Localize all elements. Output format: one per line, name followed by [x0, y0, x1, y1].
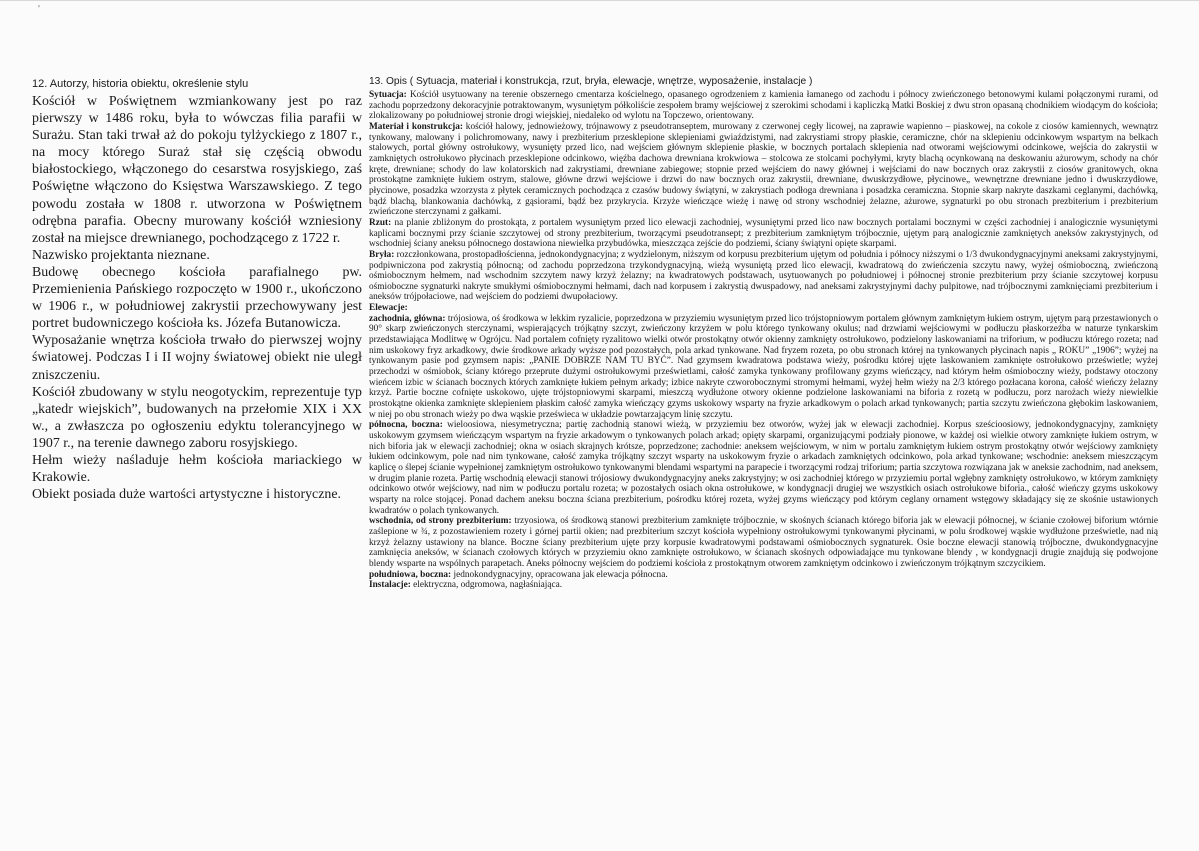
history-paragraph: Kościół w Poświętnem wzmiankowany jest po raz pierwszy w 1486 roku, była to wówczas filia parafii w Surażu. Stan taki trwał aż do pokoju tylżyckiego z 1807 r., na mocy którego Suraż stał się częścią obwodu białostockiego, włączonego do cesarstwa rosyjskiego, zaś Poświętne włączono do Księstwa Warszawskiego. Z tego powodu została w 1808 r. utworzona w Poświętnem odrębna parafia. Obecny murowany kościół wzniesiony został na miejsce drewnianego, pochodzącego z 1722 r. [32, 94, 362, 246]
page-mark: ' [38, 4, 40, 15]
section-12-body [32, 93, 362, 503]
tower-helmet-paragraph: Hełm wieży naśladuje hełm kościoła mariackiego w Krakowie. [32, 452, 362, 486]
section-13-body [369, 90, 1158, 591]
scan-edge-line [0, 0, 1199, 1]
furnishing-paragraph: Wyposażanie wnętrza kościoła trwało do pierwszej wojny światowej. Podczas I i II wojny światowej obiekt nie uległ zniszczeniu. [32, 333, 362, 383]
wschodnia-label: wschodnia, od strony prezbiterium: [369, 516, 512, 527]
sytuacja-paragraph [369, 90, 1158, 122]
zachodnia-paragraph [369, 314, 1158, 421]
poludniowa-paragraph [369, 570, 1158, 581]
instalacje-text: elektryczna, odgromowa, nagłaśniająca. [410, 580, 563, 591]
sytuacja-text: Kościół usytuowany na terenie obszernego cmentarza kościelnego, opasanego ogrodzeniem z kamienia łamanego od zachodu i północy zwieńczonego betonowymi kulami połączonymi rurami, od zachodu poprzedzony dekoracyjnie potraktowanym, wysuniętym półkoliście zespołem bramy wejściowej z szerokimi schodami i kapliczką Matki Boskiej z dwu stron opasaną chodnikiem wiodącym do kościoła; zlokalizowany po południowej stronie drogi wiejskiej, niedaleko od wylotu na Topczewo, orientowany. [369, 90, 1158, 122]
bryla-paragraph [369, 250, 1158, 303]
poludniowa-text: jednokondygnacyjny, opracowana jak elewacja północna. [451, 569, 668, 580]
rzut-text: na planie zbliżonym do prostokąta, z portalem wysuniętym przed lico elewacji zachodniej, wysuniętymi przed lico naw bocznych portalami bocznymi w części zachodniej i analogicznie wysuniętymi kaplicami bocznymi przy ścianie szczytowej od strony prezbiterium, tworzącymi pseudotransept; z prezbiterium zamkniętym trójbocznie, ujętym parą analogicznie zamkniętych aneksów zakrystyjnych, od wschodniej ściany aneksu północnego dostawiona niewielka przybudówka, mieszcząca zejście do podziemi, ściany świątyni opięte skarpami. [369, 217, 1158, 250]
section-12-heading: 12. Autorzy, historia obiektu, określenie stylu [32, 78, 249, 90]
architect-paragraph: Nazwisko projektanta nieznane. [32, 247, 210, 263]
material-paragraph [369, 122, 1158, 218]
section-12 [32, 78, 362, 503]
bryla-text: rozczłonkowana, prostopadłościenna, jednokondygnacyjna; z wydzielonym, niższym od korpusu prezbiterium ujętym od południa i północy niższymi o 1/3 dwukondygnacyjnymi aneksami zakrystyjnymi, podpiwniczona pod zakrystią północną; od zachodu poprzedzona trzykondygnacyjną, wieżą wysuniętą przed lico elewacji, kwadratową do zwieńczenia szczytu nawy, wyżej ośmioboczną, zwieńczoną ośmiobocznym hełmem, nad wschodnim szczytem nawy krzyż żelazny; na kwadratowych podstawach, usytuowanych po południowej i północnej stronie prezbiterium przy ścianie szczytowej korpusu ośmioboczne sygnaturki nakryte smukłymi ośmiobocznymi hełmami, dach nad korpusem i zakrystią dwuspadowy, nad aneksami zakrystyjnymi dachy pulpitowe, nad trójbocznymi zamknięciami prezbiterium i aneksów trójpołaciowe, nad wejściem do podziemi dwupołaciowy. [369, 249, 1158, 303]
material-text: kościół halowy, jednowieżowy, trójnawowy z pseudotranseptem, murowany z czerwonej cegły licowej, na zaprawie wapienno – piaskowej, na cokole z ciosów kamiennych, wewnątrz tynkowany, malowany i polichromowany, nawy i prezbiterium przesklepione sklepieniami gwiaździstymi, nad zakrystiami stropy płaskie, ceramiczne, chór na sklepieniu odcinkowym wspartym na belkach stalowych, portal główny ostrołukowy, wysunięty przed lico, nad wejściem głównym sklepienie płaskie, w bocznych portalach sklepienia nad otworami wejściowymi odcinkowe, wejścia do zakrystii w zamkniętych ostrołukowo płycinach przesklepione odcinkowo, więźba dachowa drewniana krokwiowa – stolcowa ze stolcami pochyłymi, kryty blachą ocynkowaną na deskowaniu ażurowym, schody na chór kręte, drewniane; schody do law kolatorskich nad zakrystiami, drewniane zabiegowe; stopnie przed wejściem do nawy głównej i wejściami do naw bocznych oraz zakrystii z ciosów granitowych, okna prostokątne zamknięte łukiem ostrym, stalowe, główne drzwi wejściowe i drzwi do naw bocznych oraz zakrystii, drewniane, dwuskrzydłowe, płycinowe„ wewnętrzne drewniane jedno i dwuskrzydłowe, płycinowe, posadzka wzorzysta z płytek ceramicznych pochodząca z czasów budowy świątyni, w zakrystiach podłoga drewniana i posadzka ceramiczna. Stopnie skarp nakryte daszkami ceglanymi, dachówką, bądź blachą, blankowania dachówką, z gąsiorami, bądź bez przykrycia. Krzyże wieńczące wieżę i nawę od strony wschodniej żelazne, ażurowe, sygnaturki po obu stronach prezbiterium i prezbiterium zwieńczone sterczynami z gałkami. [369, 121, 1158, 218]
bryla-label: Bryła: [369, 249, 395, 260]
section-13 [369, 76, 1158, 591]
zachodnia-label: zachodnia, główna: [369, 313, 446, 324]
wschodnia-text: trzyosiowa, oś środkową stanowi prezbiterium zamknięte trójbocznie, w skośnych ścianach którego biforia jak w elewacji północnej, w ścianie czołowej biforium wtórnie zaślepione w ¾, z pozostawieniem rozety i górnej partii okien; nad prezbiterium szczyt kościoła wypełniony ostrołukowymi tynkowanymi płycinami, w polu środkowej wąskie wydłużone prześwietle, nad nią krzyż żelazny ustawiony na blance. Boczne ściany prezbiterium ujęte przy korpusie kwadratowymi podstawami ośmiobocznych sygnaturek. Osie boczne elewacji stanowią trójboczne, dwukondygnacyjne zamknięcia aneksów, w ścianach czołowych których w przyziemiu okno zamknięte ostrołukowo, w ścianach skośnych odpowiadające mu tynkowane blendy , w kondygnacji drugie znajdują się podwojone blendy wsparte na wspólnych parapetach. Aneks północny wejściem do podziemi kościoła z prostokątnym otworem zamkniętym odcinkowo i zwieńczonym trójkątnym szczycikiem. [369, 516, 1158, 569]
zachodnia-text: trójosiowa, oś środkowa w lekkim ryzalicie, poprzedzona w przyziemiu wysuniętym przed lico trójstopniowym portalem głównym zamkniętym łukiem ostrym, ujętym parą przestawionych o 90° skarp zwieńczonych sterczynami, wspierających trójkątny szczyt, zwieńczony krzyżem w polu którego tynkowany okulus; nad drzwiami wejściowymi w podłuczu płaskorzeźba w naturze tynkarskim przedstawiająca Modlitwę w Ogrójcu. Nad portalem cofnięty ryzalitowo wielki otwór prostokątny otwór okienny zamknięty ostrołukowo, podzielony laskowaniami na triforium, w podłuczu którego rozeta; nad nim uskokowy fryz arkadkowy, dwie środkowe arkady wyższe pod pozostałych, pola arkad tynkowane. Nad fryzem rozeta, po obu stronach której na tynkowanych płycinach napis „ ROKU” „1906”; wyżej na tynkowanym pasie pod gzymsem napis: „PANIE DOBRZE NAM TU BYĆ”. Nad gzymsem kwadratowa podstawa wieży, pośrodku której ujęte laskowaniem zamknięte ostrołukowo prześwietle; wyżej przechodzi w ośmiobok, ściany którego przeprute dużymi ostrołukowymi prześwietlami, całość zamyka tynkowany profilowany gzyms wieńczący, nad którym hełm ośmioboczny wieży, podstawy otoczony wieńcem izbic w ścianach bocznych których zamknięte łukiem pełnym arkady; izbice nakryte czworobocznymi stromymi hełmami, wyżej hełm wieży na 2/3 którego pozłacana korona, całość wieńczy żelazny krzyż. Partie boczne cofnięte uskokowo, ujęte trójstopniowymi skarpami, mieszczą wydłużone otwory okienne podzielone laskowaniami na biforia z rozetą w podłuczu, porz narożach wieży niewielkie prostokątne okienka zamknięte sklepieniem płaskim całość zamyka wieńczący gzyms uskokowy wsparty na fryzie arkadkowym o polach arkad tynkowanych; partia szczytu zwieńczona głębokim laskowaniem, w niej po obu stronach wieży po dwa wąskie prześwieca w układzie powtarzającym linię szczytu. [369, 313, 1158, 420]
rzut-label: Rzut: [369, 217, 392, 228]
value-paragraph: Obiekt posiada duże wartości artystyczne i historyczne. [32, 487, 341, 503]
elewacje-heading-paragraph [369, 303, 1158, 314]
section-13-heading: 13. Opis ( Sytuacja, materiał i konstrukcja, rzut, bryła, elewacje, wnętrze, wyposażenie, instalacje ) [369, 76, 813, 87]
polnocna-paragraph [369, 420, 1158, 516]
rzut-paragraph [369, 218, 1158, 250]
polnocna-label: północna, boczna: [369, 420, 443, 431]
sytuacja-label: Sytuacja: [369, 90, 407, 100]
instalacje-paragraph [369, 580, 1158, 591]
poludniowa-label: południowa, boczna: [369, 569, 452, 580]
style-paragraph: Kościół zbudowany w stylu neogotyckim, reprezentuje typ „katedr wiejskich”, budowanych na przełomie XIX i XX w., a zwłaszcza po ogłoszeniu edyktu tolerancyjnego w 1907 r., na terenie dawnego zaboru rosyjskiego. [32, 384, 362, 451]
instalacje-label: Instalacje: [369, 580, 411, 591]
wschodnia-paragraph [369, 516, 1158, 569]
elewacje-label: Elewacje: [369, 303, 408, 314]
construction-paragraph: Budowę obecnego kościoła parafialnego pw. Przemienienia Pańskiego rozpoczęto w 1900 r., ukończono w 1906 r., w południowej zakrystii przechowywany jest portret budowniczego kościoła ks. Józefa Butanowicza. [32, 264, 362, 332]
polnocna-text: wieloosiowa, niesymetryczna; partię zachodnią stanowi wieżą, w przyziemiu bez otworów, wyżej jak w elewacji zachodniej. Korpus sześcioosiowy, jednokondygnacyjny, zamknięty uskokowym gzymsem wieńczącym wspartym na fryzie arkadowym o tynkowanych polach arkad; opięty skarpami, organizującymi podziały pionowe, w każdej osi wielkie otwory zamknięte łukiem ostrym, w nich biforia jak w elewacji zachodniej; okna w osiach skrajnych krótsze, poprzedzone; zachodnie: aneksem wejściowym, w nim w portalu zamkniętym łukiem ostrym prostokątny otwór wejściowy zamknięty łukiem odcinkowym, pole nad nim tynkowane, całość zamyka trójkątny szczyt wsparty na uskokowym fryzie o arkadach zamkniętych odcinkowo, pola arkad tynkowane; wschodnie: aneksem mieszczącym kaplicę o ślepej ścianie wypełnionej zamkniętym ostrołukowo tynkowanymi blendami wspartymi na parapecie i tworzącymi rodzaj triforium; partia szczytowa rozwiązana jak w aneksie zachodnim, nad aneksem, w drugim planie rozeta. Partię wschodnią elewacji stanowi trójosiowy dwukondygnacyjny aneks zakrystyjny; w osi zachodniej którego w przyziemiu portal wgłębny zamknięty ostrołukowo, w którym zamknięty odcinkowo otwór wejściowy, nad nim w podłuczu portalu rozeta; w pozostałych osiach okna ostrołukowe, w kondygnacji drugiej we wszystkich osiach ostrołukowe biforia., całość wieńczy gzyms uskokowy wsparty na rolce stojącej. Ponad dachem aneksu boczna ściana prezbiterium, pośrodku której rozeta, wyżej gzyms wieńczący pod którym ceglany ornament wstęgowy składający się ze skośnie ustawionych kwadratów o polach tynkowanych. [369, 420, 1158, 516]
material-label: Materiał i konstrukcja: [369, 121, 463, 132]
